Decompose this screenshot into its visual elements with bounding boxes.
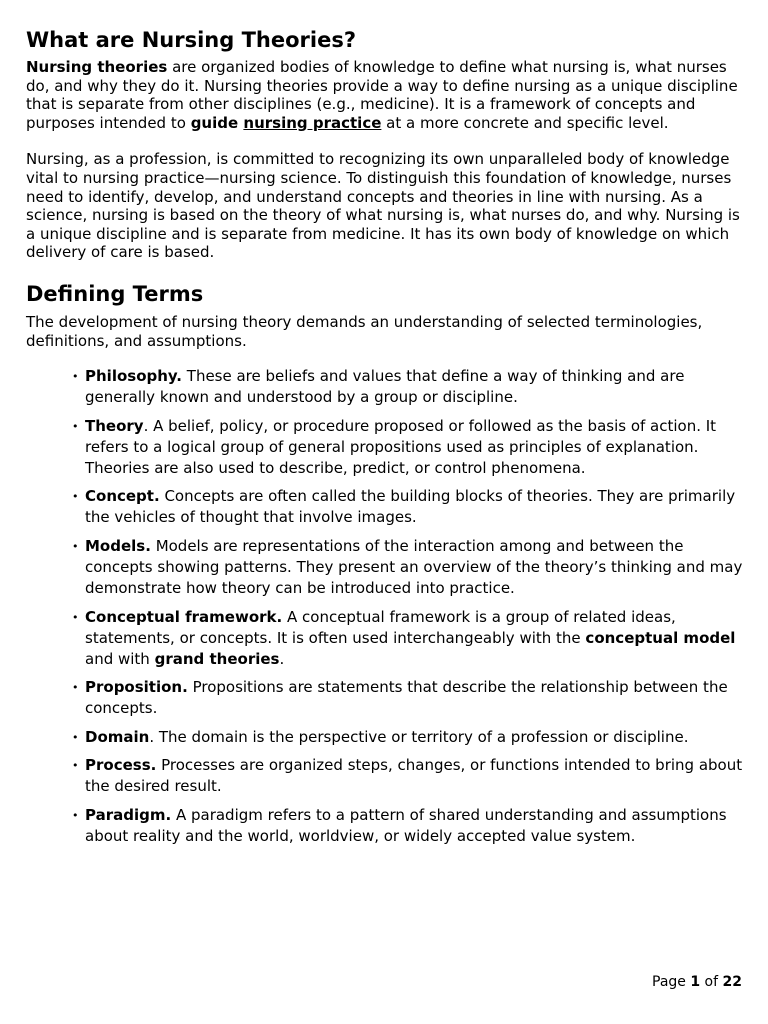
term-definition-part2: and with xyxy=(85,649,155,668)
of-label: of xyxy=(700,974,723,990)
bullet-icon: • xyxy=(72,681,79,695)
intro-guide: guide xyxy=(190,113,244,132)
bullet-icon: • xyxy=(72,808,79,822)
term-item-philosophy xyxy=(26,366,744,408)
term-grand-theories: grand theories xyxy=(154,649,280,668)
term-item-conceptual-framework xyxy=(26,607,744,670)
term-item-concept xyxy=(26,486,744,528)
terms-list xyxy=(26,366,744,847)
bullet-icon: • xyxy=(72,759,79,773)
term-definition: . The domain is the perspective or territory of a profession or discipline. xyxy=(149,727,689,746)
term-name: Theory xyxy=(85,416,144,435)
term-definition: A conceptual framework is a group of related ideas, statements, or concepts. It is often used interchangeably with the xyxy=(85,607,676,647)
page-number xyxy=(652,972,742,992)
intro-text-2: at a more concrete and specific level. xyxy=(381,113,669,132)
intro-text-1: are organized bodies of knowledge to define what nursing is, what nurses do, and why they do it. Nursing theories provide a way to define nursing as a unique discipline that is separate from other disciplines (e.g., medicine). It is a framework of concepts and purposes intended to xyxy=(26,58,738,132)
document-page xyxy=(26,26,744,854)
term-name: Philosophy. xyxy=(85,367,183,386)
term-definition: Propositions are statements that describe the relationship between the concepts. xyxy=(85,678,728,718)
term-definition-part3: . xyxy=(279,649,285,668)
term-item-domain xyxy=(26,727,744,748)
term-name: Domain xyxy=(85,727,150,746)
bullet-icon: • xyxy=(72,370,79,384)
term-definition: Concepts are often called the building blocks of theories. They are primarily the vehicles of thought that involve images. xyxy=(85,487,736,527)
section-title-defining-terms: Defining Terms xyxy=(26,281,204,306)
current-page: 1 xyxy=(690,974,701,990)
term-item-proposition xyxy=(26,677,744,719)
term-definition: Models are representations of the interaction among and between the concepts showing patterns. They present an overview of the theory’s thinking and may demonstrate how theory can be introduced into practice. xyxy=(85,536,743,597)
term-item-process xyxy=(26,755,744,797)
term-definition: Processes are organized steps, changes, or functions intended to bring about the desired result. xyxy=(85,756,743,796)
section-title-nursing-theories: What are Nursing Theories? xyxy=(26,28,357,52)
nursing-science-paragraph: Nursing, as a profession, is committed to recognizing its own unparalleled body of knowledge vital to nursing practice—nursing science. To distinguish this foundation of knowledge, nurses need to identify, develop, and understand concepts and theories in line with nursing. As a science, nursing is based on the theory of what nursing is, what nurses do, and why. Nursing is a unique discipline and is separate from medicine. It has its own body of knowledge on which delivery of care is based. xyxy=(26,150,740,262)
bullet-icon: • xyxy=(72,419,79,433)
term-definition: . A belief, policy, or procedure proposed or followed as the basis of action. It refers to a logical group of general propositions used as principles of explanation. Theories are also used to describe, predict, or control phenomena. xyxy=(85,416,717,477)
page-label: Page xyxy=(652,974,691,990)
bullet-icon: • xyxy=(72,610,79,624)
term-item-theory xyxy=(26,416,744,479)
intro-term: Nursing theories xyxy=(26,58,168,76)
term-name: Conceptual framework. xyxy=(85,607,283,626)
term-name: Concept. xyxy=(85,487,160,506)
term-item-paradigm xyxy=(26,805,744,847)
term-name: Models. xyxy=(85,536,151,555)
term-name: Proposition. xyxy=(85,678,188,697)
term-name: Process. xyxy=(85,756,157,775)
bullet-icon: • xyxy=(72,539,79,553)
term-conceptual-model: conceptual model xyxy=(585,628,736,647)
term-item-models xyxy=(26,536,744,599)
total-pages: 22 xyxy=(722,974,742,990)
nursing-practice-link[interactable]: nursing practice xyxy=(243,113,382,132)
term-definition: A paradigm refers to a pattern of shared understanding and assumptions about reality and the world, worldview, or widely accepted value system. xyxy=(85,805,727,845)
bullet-icon: • xyxy=(72,730,79,744)
bullet-icon: • xyxy=(72,490,79,504)
term-name: Paradigm. xyxy=(85,805,172,824)
term-definition: These are beliefs and values that define a way of thinking and are generally known and understood by a group or discipline. xyxy=(85,367,685,407)
intro-paragraph xyxy=(26,58,744,132)
defining-terms-intro: The development of nursing theory demands an understanding of selected terminologies, definitions, and assumptions. xyxy=(26,312,703,350)
